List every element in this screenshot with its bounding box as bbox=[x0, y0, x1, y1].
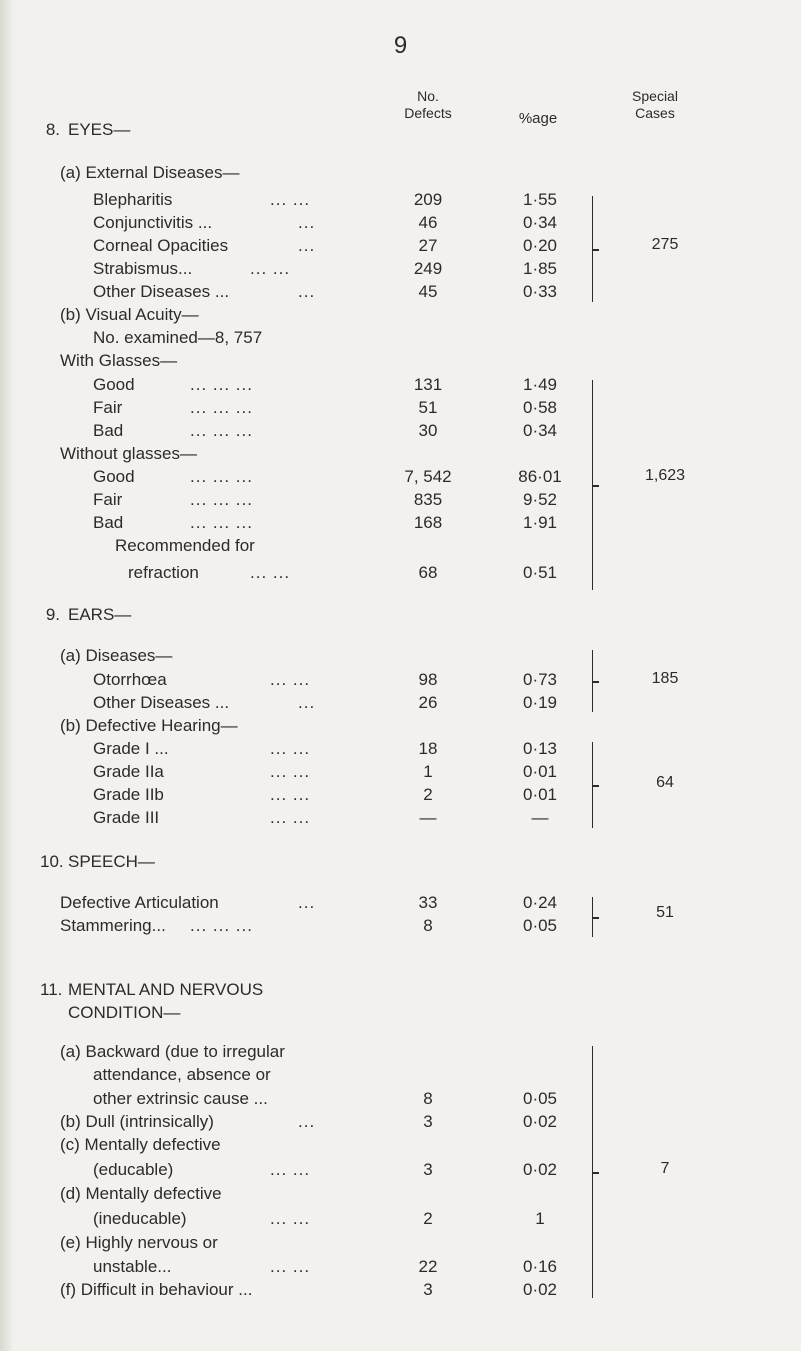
pct-cell: 0·20 bbox=[522, 236, 558, 255]
row-label: Otorrhœa bbox=[93, 670, 167, 689]
value-cell: 2 bbox=[423, 785, 433, 804]
value-cell: 3 bbox=[423, 1112, 433, 1131]
row-label: No. examined—8, 757 bbox=[93, 328, 263, 347]
special-cases-value: 1,623 bbox=[644, 467, 686, 484]
row-label: Grade IIb bbox=[93, 785, 164, 804]
value-cell: 33 bbox=[418, 893, 438, 912]
row-label: Fair bbox=[93, 398, 123, 417]
brace bbox=[586, 897, 593, 937]
row-label: Stammering... bbox=[60, 916, 166, 935]
row-label: (b) Defective Hearing— bbox=[60, 716, 238, 735]
leader-dots: ... ... bbox=[270, 1160, 311, 1179]
pct-cell: 0·33 bbox=[522, 282, 558, 301]
row-label: (f) Difficult in behaviour ... bbox=[60, 1280, 253, 1299]
value-cell: 3 bbox=[423, 1160, 433, 1179]
leader-dots: ... ... bbox=[270, 1257, 311, 1276]
row-label: Grade III bbox=[93, 808, 160, 827]
row-label: Corneal Opacities bbox=[93, 236, 229, 255]
pct-cell: 0·02 bbox=[522, 1280, 558, 1299]
pct-cell: 0·01 bbox=[522, 785, 558, 804]
column-header-special: Special Cases bbox=[632, 88, 678, 121]
section-title-continued: CONDITION— bbox=[68, 1003, 181, 1022]
row-label: Bad bbox=[93, 513, 124, 532]
row-label: Good bbox=[93, 467, 135, 486]
column-header-no-defects: No. Defects bbox=[404, 88, 452, 121]
row-label: Bad bbox=[93, 421, 124, 440]
row-label: Other Diseases ... bbox=[93, 282, 230, 301]
leader-dots: ... bbox=[298, 213, 316, 232]
pct-cell: 0·16 bbox=[522, 1257, 558, 1276]
row-label: Grade IIa bbox=[93, 762, 164, 781]
pct-cell: 0·34 bbox=[522, 213, 558, 232]
row-label: Without glasses— bbox=[60, 444, 197, 463]
pct-cell: 0·02 bbox=[522, 1112, 558, 1131]
pct-cell: 0·58 bbox=[522, 398, 558, 417]
brace bbox=[586, 650, 593, 712]
value-cell: 98 bbox=[418, 670, 438, 689]
leader-dots: ... ... bbox=[270, 670, 311, 689]
row-label: (b) Visual Acuity— bbox=[60, 305, 199, 324]
pct-cell: 0·05 bbox=[522, 916, 558, 935]
row-label: attendance, absence or bbox=[93, 1065, 271, 1084]
leader-dots: ... ... ... bbox=[190, 467, 253, 486]
row-label: (e) Highly nervous or bbox=[60, 1233, 218, 1252]
special-cases-value: 64 bbox=[656, 774, 674, 791]
value-cell: 51 bbox=[418, 398, 438, 417]
row-label: (c) Mentally defective bbox=[60, 1135, 221, 1154]
value-cell: 249 bbox=[413, 259, 443, 278]
pct-cell: 1 bbox=[535, 1209, 545, 1228]
row-label: (a) Diseases— bbox=[60, 646, 173, 665]
row-label: Defective Articulation bbox=[60, 893, 219, 912]
value-cell: 1 bbox=[423, 762, 433, 781]
value-cell: 209 bbox=[413, 190, 443, 209]
row-label: (ineducable) bbox=[93, 1209, 187, 1228]
pct-cell: 9·52 bbox=[522, 490, 558, 509]
value-cell: 835 bbox=[413, 490, 443, 509]
special-cases-value: 51 bbox=[656, 904, 674, 921]
value-cell: 8 bbox=[423, 916, 433, 935]
value-cell: 3 bbox=[423, 1280, 433, 1299]
pct-cell: 1·55 bbox=[522, 190, 558, 209]
leader-dots: ... ... ... bbox=[190, 513, 253, 532]
column-header-pct: %age bbox=[518, 110, 558, 127]
value-cell: 68 bbox=[418, 563, 438, 582]
pct-cell: 0·01 bbox=[522, 762, 558, 781]
pct-cell: 0·19 bbox=[522, 693, 558, 712]
leader-dots: ... ... bbox=[270, 785, 311, 804]
row-label: Strabismus... bbox=[93, 259, 193, 278]
value-cell: 2 bbox=[423, 1209, 433, 1228]
pct-cell: 0·24 bbox=[522, 893, 558, 912]
row-label: unstable... bbox=[93, 1257, 172, 1276]
pct-cell: 0·13 bbox=[522, 739, 558, 758]
value-cell: — bbox=[419, 808, 437, 827]
binding-edge bbox=[0, 0, 14, 1351]
value-cell: 30 bbox=[418, 421, 438, 440]
pct-cell: 0·73 bbox=[522, 670, 558, 689]
leader-dots: ... bbox=[298, 282, 316, 301]
leader-dots: ... bbox=[298, 893, 316, 912]
value-cell: 46 bbox=[418, 213, 438, 232]
pct-cell: 0·34 bbox=[522, 421, 558, 440]
leader-dots: ... ... bbox=[250, 259, 291, 278]
leader-dots: ... ... ... bbox=[190, 490, 253, 509]
special-cases-value: 275 bbox=[651, 236, 679, 253]
leader-dots: ... ... bbox=[270, 1209, 311, 1228]
pct-cell: 0·02 bbox=[522, 1160, 558, 1179]
value-cell: 168 bbox=[413, 513, 443, 532]
special-cases-value: 185 bbox=[651, 670, 679, 687]
leader-dots: ... ... ... bbox=[190, 421, 253, 440]
pct-cell: 1·49 bbox=[522, 375, 558, 394]
value-cell: 18 bbox=[418, 739, 438, 758]
pct-cell: 0·05 bbox=[522, 1089, 558, 1108]
value-cell: 7, 542 bbox=[404, 467, 452, 486]
leader-dots: ... bbox=[298, 1112, 316, 1131]
leader-dots: ... ... bbox=[270, 739, 311, 758]
pct-cell: — bbox=[531, 808, 549, 827]
row-label: Fair bbox=[93, 490, 123, 509]
value-cell: 8 bbox=[423, 1089, 433, 1108]
brace bbox=[586, 742, 593, 828]
page-number: 9 bbox=[393, 32, 408, 59]
pct-cell: 0·51 bbox=[522, 563, 558, 582]
row-label: Blepharitis bbox=[93, 190, 173, 209]
value-cell: 26 bbox=[418, 693, 438, 712]
leader-dots: ... bbox=[298, 236, 316, 255]
special-cases-value: 7 bbox=[660, 1160, 670, 1177]
row-label: refraction bbox=[128, 563, 199, 582]
leader-dots: ... bbox=[298, 693, 316, 712]
pct-cell: 1·91 bbox=[522, 513, 558, 532]
row-label: (a) External Diseases— bbox=[60, 163, 240, 182]
row-label: Grade I ... bbox=[93, 739, 169, 758]
row-label: Good bbox=[93, 375, 135, 394]
brace bbox=[586, 196, 593, 302]
leader-dots: ... ... bbox=[270, 190, 311, 209]
pct-cell: 1·85 bbox=[522, 259, 558, 278]
row-label: Conjunctivitis ... bbox=[93, 213, 213, 232]
row-label: Recommended for bbox=[115, 536, 255, 555]
value-cell: 27 bbox=[418, 236, 438, 255]
row-label: (b) Dull (intrinsically) bbox=[60, 1112, 214, 1131]
row-label: (a) Backward (due to irregular bbox=[60, 1042, 285, 1061]
leader-dots: ... ... ... bbox=[190, 916, 253, 935]
row-label: other extrinsic cause ... bbox=[93, 1089, 268, 1108]
row-label: (educable) bbox=[93, 1160, 174, 1179]
value-cell: 131 bbox=[413, 375, 443, 394]
brace bbox=[586, 380, 593, 590]
leader-dots: ... ... bbox=[270, 808, 311, 827]
brace bbox=[586, 1046, 593, 1298]
row-label: With Glasses— bbox=[60, 351, 178, 370]
row-label: Other Diseases ... bbox=[93, 693, 230, 712]
leader-dots: ... ... bbox=[270, 762, 311, 781]
row-label: (d) Mentally defective bbox=[60, 1184, 222, 1203]
leader-dots: ... ... ... bbox=[190, 375, 253, 394]
leader-dots: ... ... ... bbox=[190, 398, 253, 417]
value-cell: 22 bbox=[418, 1257, 438, 1276]
pct-cell: 86·01 bbox=[518, 467, 562, 486]
value-cell: 45 bbox=[418, 282, 438, 301]
leader-dots: ... ... bbox=[250, 563, 291, 582]
